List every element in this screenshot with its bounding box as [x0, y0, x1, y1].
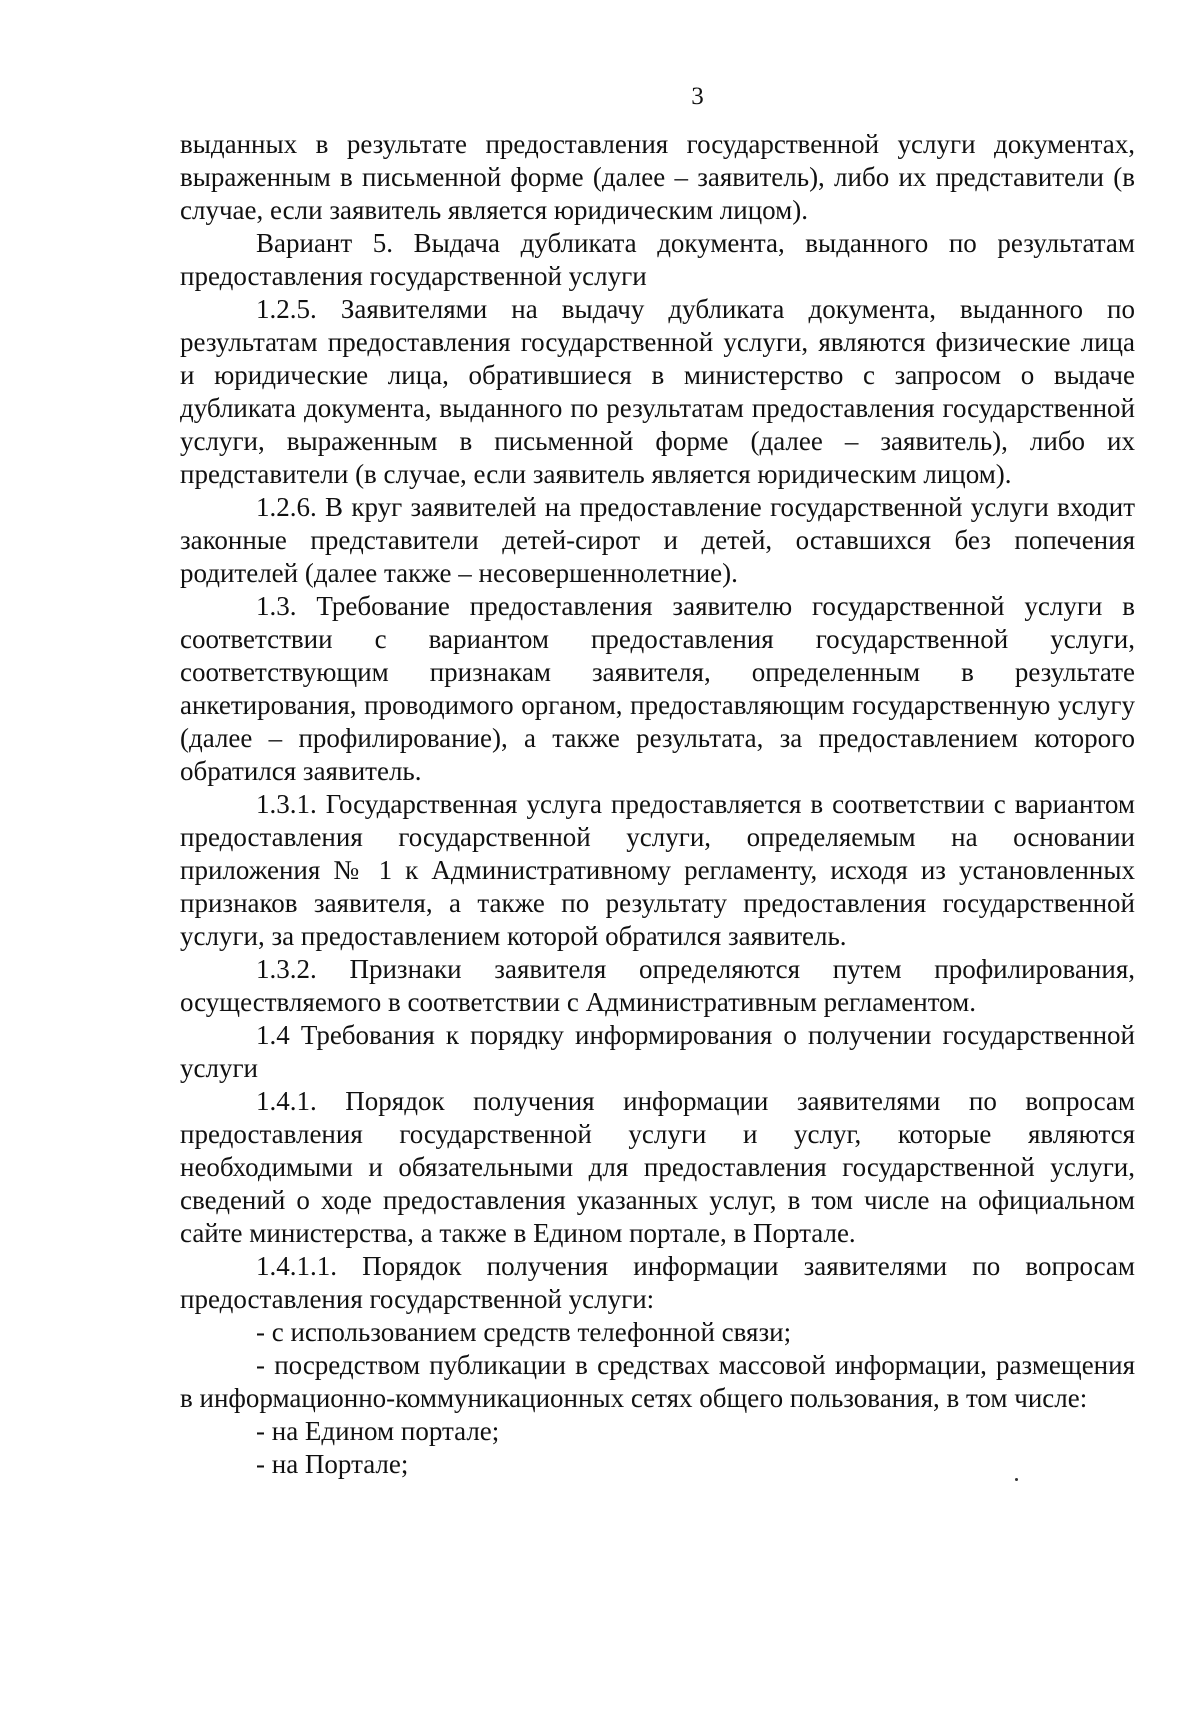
scan-dot-mark: [1015, 1478, 1018, 1481]
page-number: 3: [691, 83, 704, 110]
paragraph-1-2-5: 1.2.5. Заявителями на выдачу дубликата документа, выданного по результатам предоставления государственной услуги, являются физические лица и юридические лица, обратившиеся в министерство с запросом о выдаче дубликата документа, выданного по результатам предоставления государственной услуги, выраженным в письменной форме (далее – заявитель), либо их представители (в случае, если заявитель является юридическим лицом).: [180, 294, 1135, 489]
list-item-publication: - посредством публикации в средствах массовой информации, размещения в информационно-коммуникационных сетях общего пользования, в том числе:: [180, 1350, 1135, 1413]
document-body: [180, 128, 1135, 1481]
paragraph-1-4-1: 1.4.1. Порядок получения информации заявителями по вопросам предоставления государственной услуги и услуг, которые являются необходимыми и обязательными для предоставления государственной услуги, сведений о ходе предоставления указанных услуг, в том числе на официальном сайте министерства, а также в Едином портале, в Портале.: [180, 1086, 1135, 1248]
list-item-unified-portal: - на Едином портале;: [256, 1416, 500, 1446]
paragraph-1-4-1-1: 1.4.1.1. Порядок получения информации заявителями по вопросам предоставления государственной услуги:: [180, 1251, 1135, 1314]
paragraph-variant-5: Вариант 5. Выдача дубликата документа, выданного по результатам предоставления государственной услуги: [180, 228, 1135, 291]
paragraph-1-3-2: 1.3.2. Признаки заявителя определяются путем профилирования, осуществляемого в соответствии с Административным регламентом.: [180, 954, 1135, 1017]
paragraph-1-3: 1.3. Требование предоставления заявителю государственной услуги в соответствии с вариантом предоставления государственной услуги, соответствующим признакам заявителя, определенным в результате анкетирования, проводимого органом, предоставляющим государственную услугу (далее – профилирование), а также результата, за предоставлением которого обратился заявитель.: [180, 591, 1135, 786]
list-item-portal: - на Портале;: [256, 1449, 409, 1479]
paragraph-1-4: 1.4 Требования к порядку информирования о получении государственной услуги: [180, 1020, 1135, 1083]
paragraph-1-3-1: 1.3.1. Государственная услуга предоставляется в соответствии с вариантом предоставления государственной услуги, определяемым на основании приложения № 1 к Административному регламенту, исходя из установленных признаков заявителя, а также по результату предоставления государственной услуги, за предоставлением которой обратился заявитель.: [180, 789, 1135, 951]
paragraph-continuation: выданных в результате предоставления государственной услуги документах, выраженным в письменной форме (далее – заявитель), либо их представители (в случае, если заявитель является юридическим лицом).: [180, 129, 1135, 225]
paragraph-1-2-6: 1.2.6. В круг заявителей на предоставление государственной услуги входит законные представители детей-сирот и детей, оставшихся без попечения родителей (далее также – несовершеннолетние).: [180, 492, 1135, 588]
list-item-telephone: - с использованием средств телефонной связи;: [256, 1317, 792, 1347]
